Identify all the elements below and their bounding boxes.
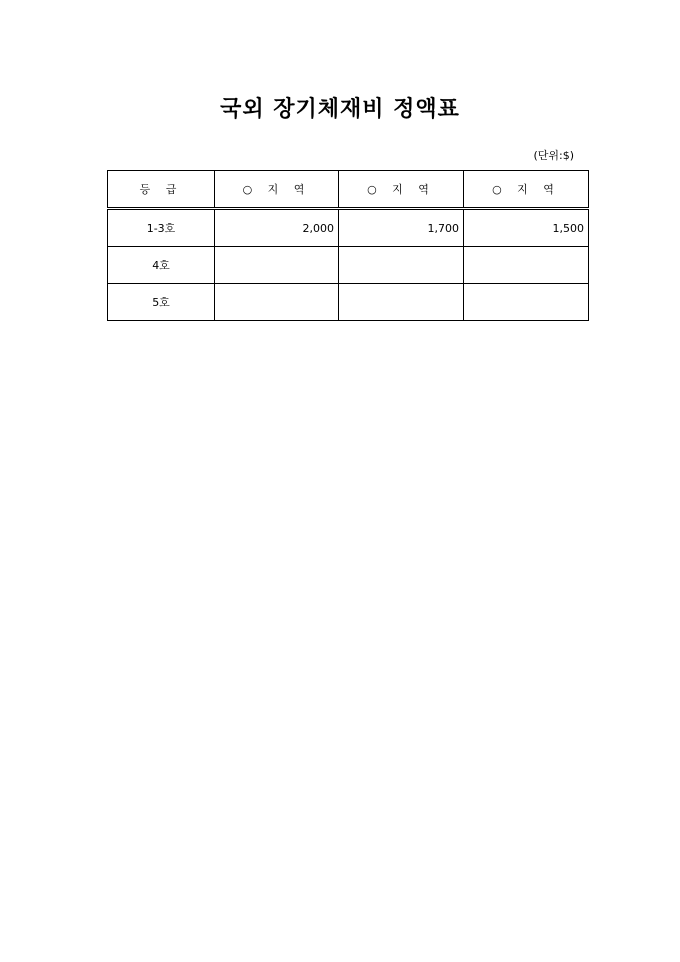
table-row xyxy=(108,284,589,321)
table-row xyxy=(108,247,589,284)
amount-cell xyxy=(215,284,339,321)
amount-cell: 1,500 xyxy=(464,209,589,247)
table-header-row xyxy=(108,171,589,209)
amount-cell xyxy=(339,284,464,321)
unit-note: (단위:$) xyxy=(533,149,574,162)
amount-cell xyxy=(464,284,589,321)
amount-cell xyxy=(339,247,464,284)
header-region-3: ○ 지 역 xyxy=(464,171,589,209)
rate-table xyxy=(107,170,589,321)
grade-cell: 4호 xyxy=(108,247,215,284)
amount-cell: 1,700 xyxy=(339,209,464,247)
grade-cell: 1-3호 xyxy=(108,209,215,247)
amount-cell xyxy=(464,247,589,284)
grade-cell: 5호 xyxy=(108,284,215,321)
amount-cell xyxy=(215,247,339,284)
header-grade: 등 급 xyxy=(108,171,215,209)
page-title: 국외 장기체재비 정액표 xyxy=(220,97,460,122)
header-region-1: ○ 지 역 xyxy=(215,171,339,209)
amount-cell: 2,000 xyxy=(215,209,339,247)
table-row xyxy=(108,209,589,247)
header-region-2: ○ 지 역 xyxy=(339,171,464,209)
